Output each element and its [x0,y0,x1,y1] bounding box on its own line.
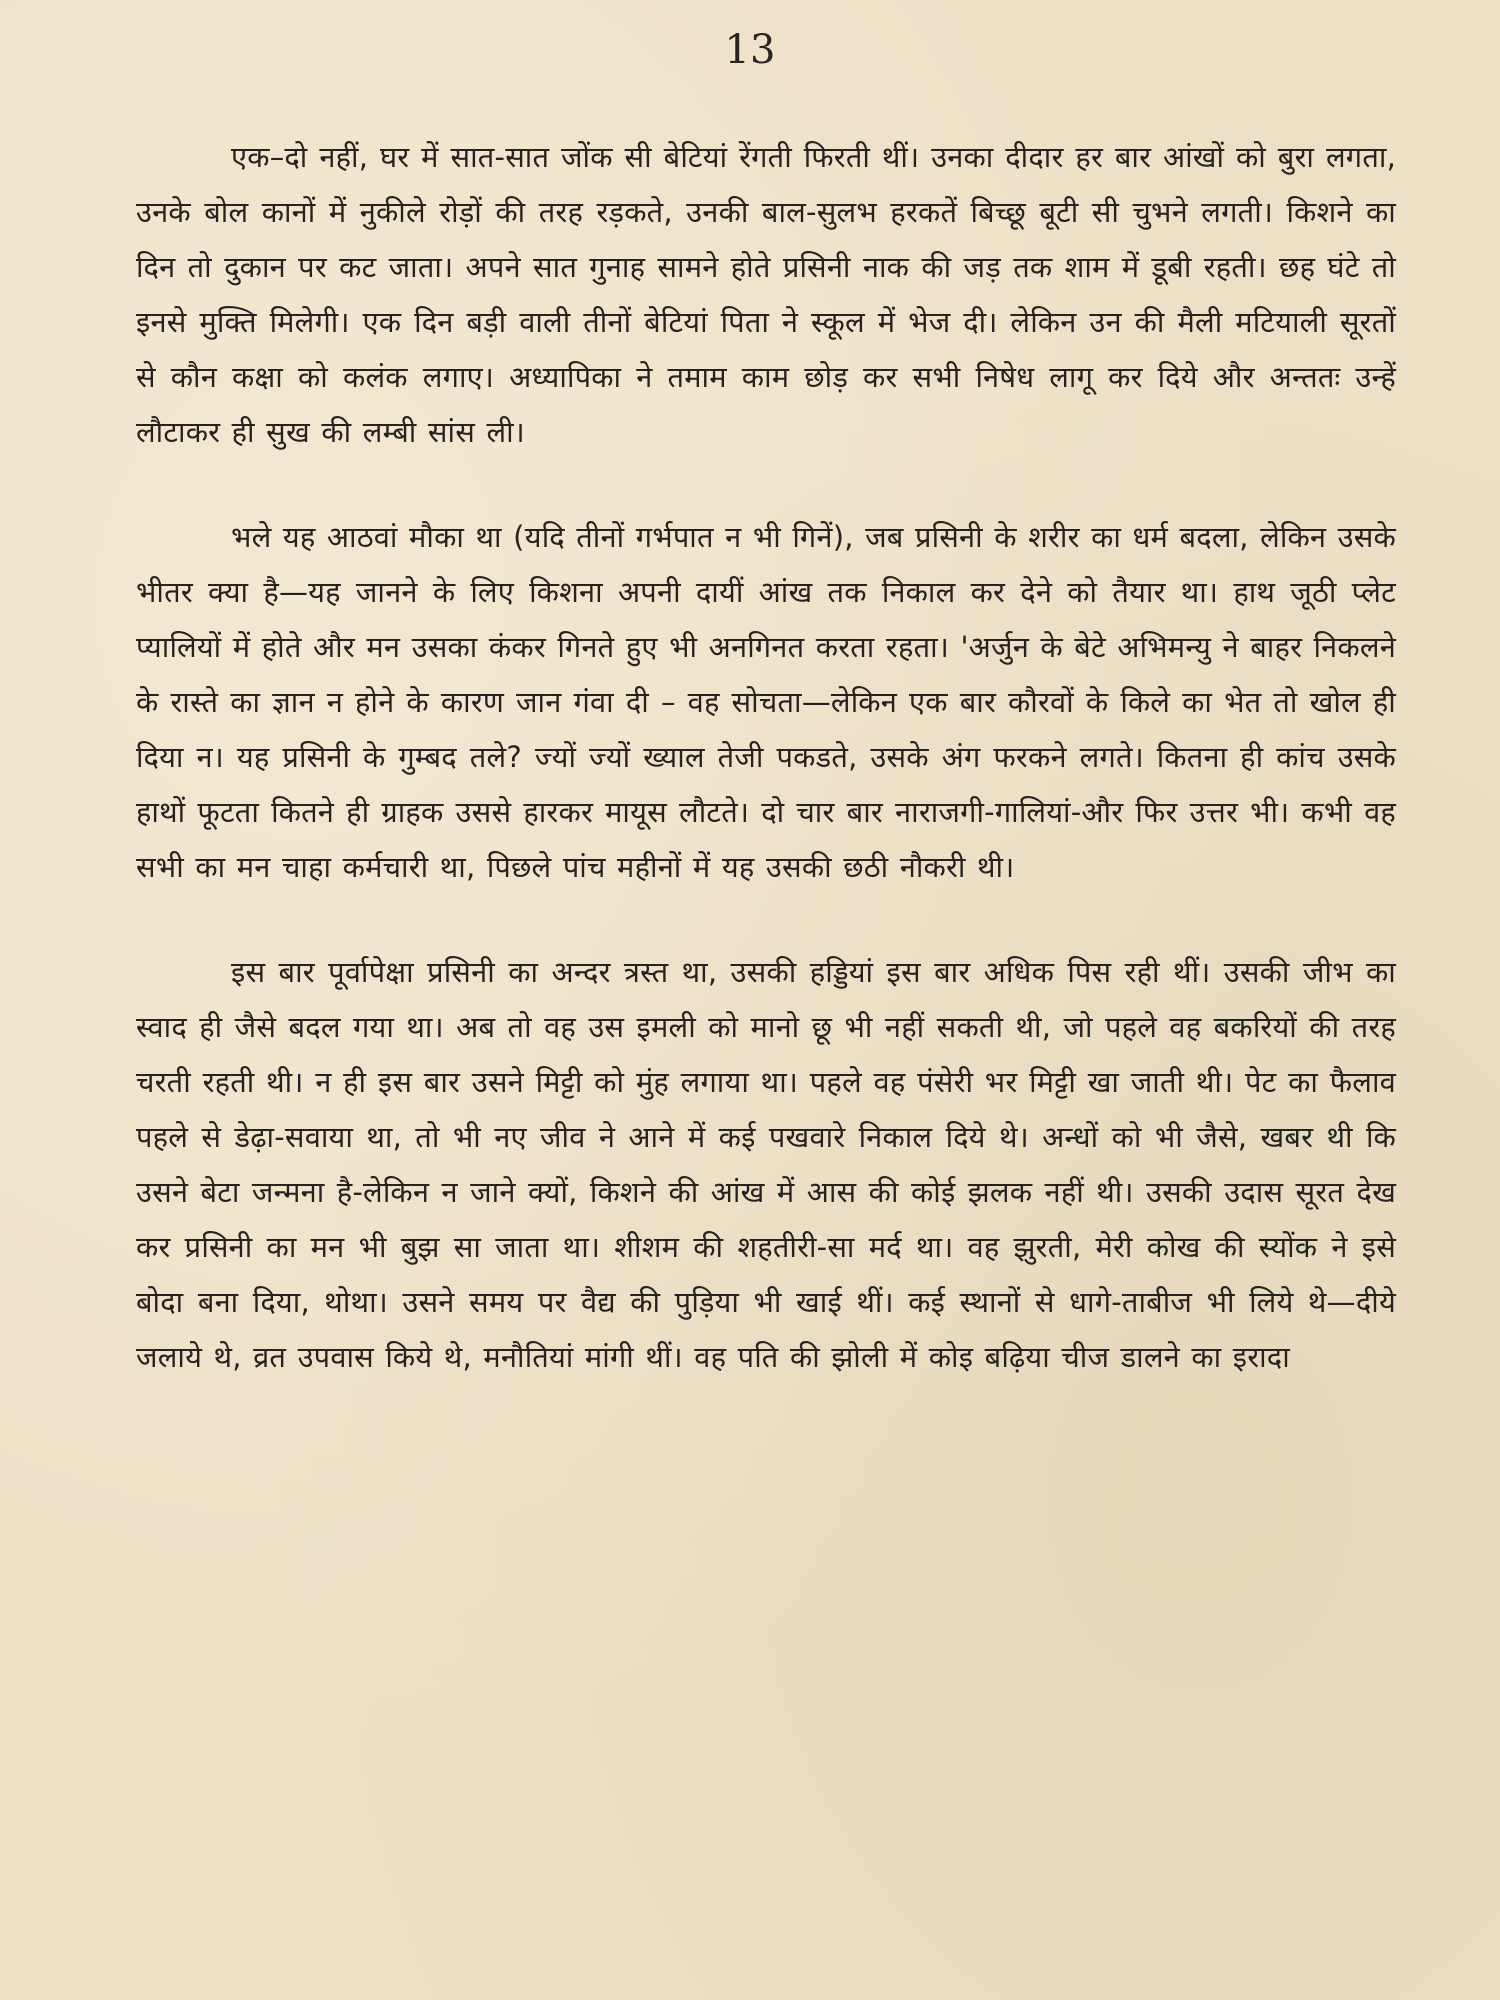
paragraph-2: भले यह आठवां मौका था (यदि तीनों गर्भपात न भी गिनें), जब प्रसिनी के शरीर का धर्म बदला, लेकिन उसके भीतर क्या है—यह जानने के लिए किशना अपनी दायीं आंख तक निकाल कर देने को तैयार था। हाथ जूठी प्लेट प्यालियों में होते और मन उसका कंकर गिनते हुए भी अनगिनत करता रहता। 'अर्जुन के बेटे अभिमन्यु ने बाहर निकलने के रास्ते का ज्ञान न होने के कारण जान गंवा दी – वह सोचता—लेकिन एक बार कौरवों के किले का भेत तो खोल ही दिया न। यह प्रसिनी के गुम्बद तले? ज्यों ज्यों ख्याल तेजी पकडते, उसके अंग फरकने लगते। कितना ही कांच उसके हाथों फूटता कितने ही ग्राहक उससे हारकर मायूस लौटते। दो चार बार नाराजगी-गालियां-और फिर उत्तर भी। कभी वह सभी का मन चाहा कर्मचारी था, पिछले पांच महीनों में यह उसकी छठी नौकरी थी। [136,520,1396,884]
page-number: 13 [724,27,776,73]
text-body [136,130,1396,1385]
paragraph-1: एक–दो नहीं, घर में सात-सात जोंक सी बेटियां रेंगती फिरती थीं। उनका दीदार हर बार आंखों को बुरा लगता, उनके बोल कानों में नुकीले रोड़ों की तरह रड़कते, उनकी बाल-सुलभ हरकतें बिच्छू बूटी सी चुभने लगती। किशने का दिन तो दुकान पर कट जाता। अपने सात गुनाह सामने होते प्रसिनी नाक की जड़ तक शाम में डूबी रहती। छह घंटे तो इनसे मुक्ति मिलेगी। एक दिन बड़ी वाली तीनों बेटियां पिता ने स्कूल में भेज दी। लेकिन उन की मैली मटियाली सूरतों से कौन कक्षा को कलंक लगाए। अध्यापिका ने तमाम काम छोड़ कर सभी निषेध लागू कर दिये और अन्ततः उन्हें लौटाकर ही सुख की लम्बी सांस ली। [136,140,1396,449]
paragraph-3: इस बार पूर्वापेक्षा प्रसिनी का अन्दर त्रस्त था, उसकी हड्डियां इस बार अधिक पिस रही थीं। उसकी जीभ का स्वाद ही जैसे बदल गया था। अब तो वह उस इमली को मानो छू भी नहीं सकती थी, जो पहले वह बकरियों की तरह चरती रहती थी। न ही इस बार उसने मिट्टी को मुंह लगाया था। पहले वह पंसेरी भर मिट्टी खा जाती थी। पेट का फैलाव पहले से डेढ़ा-सवाया था, तो भी नए जीव ने आने में कई पखवारे निकाल दिये थे। अन्धों को भी जैसे, खबर थी कि उसने बेटा जन्मना है-लेकिन न जाने क्यों, किशने की आंख में आस की कोई झलक नहीं थी। उसकी उदास सूरत देख कर प्रसिनी का मन भी बुझ सा जाता था। शीशम की शहतीरी-सा मर्द था। वह झुरती, मेरी कोख की स्योंक ने इसे बोदा बना दिया, थोथा। उसने समय पर वैद्य की पुड़िया भी खाई थीं। कई स्थानों से धागे-ताबीज भी लिये थे—दीये जलाये थे, व्रत उपवास किये थे, मनौतियां मांगी थीं। वह पति की झोली में कोइ बढ़िया चीज डालने का इरादा [136,955,1396,1374]
